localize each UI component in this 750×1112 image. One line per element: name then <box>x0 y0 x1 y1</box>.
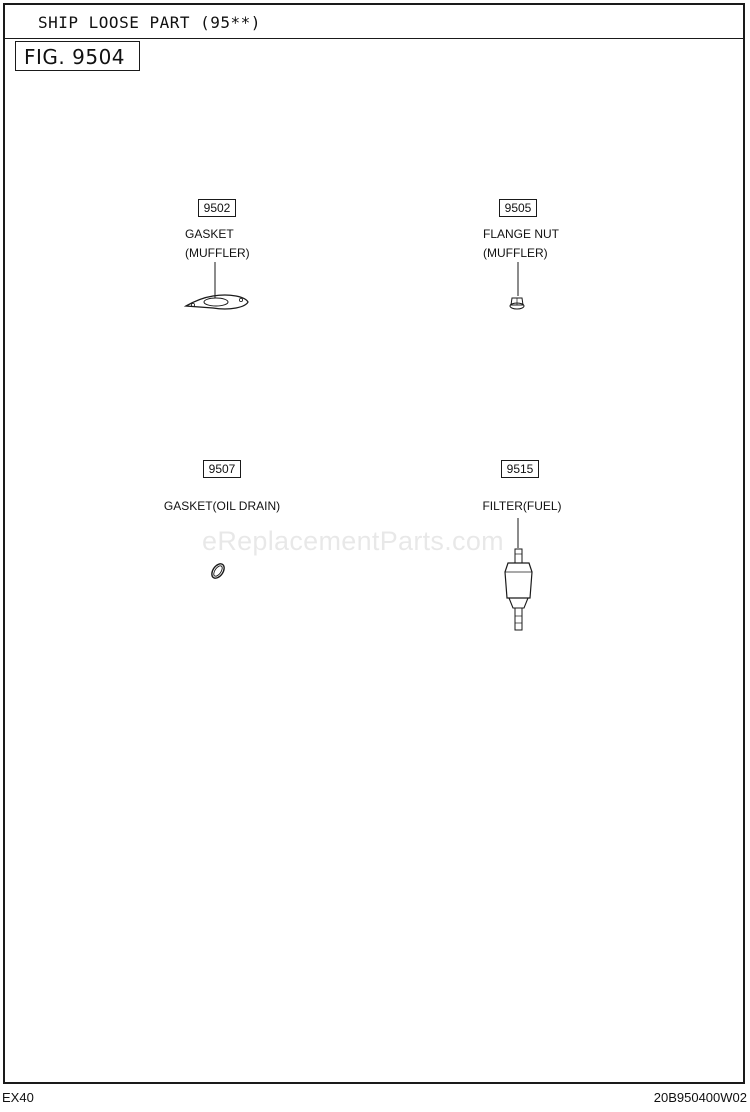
part-number: 9507 <box>203 460 242 478</box>
fuel-filter-icon <box>505 549 532 630</box>
flange-nut-icon <box>510 298 524 309</box>
oil-drain-gasket-icon <box>209 562 226 581</box>
page-title: SHIP LOOSE PART (95**) <box>38 13 261 32</box>
part-description-9505 <box>465 225 585 263</box>
part-description-9502 <box>167 225 277 263</box>
watermark: eReplacementParts.com <box>202 526 504 556</box>
part-callout-9507 <box>177 458 267 478</box>
footer-model: EX40 <box>2 1090 34 1105</box>
part-number: 9515 <box>501 460 540 478</box>
part-number: 9505 <box>499 199 538 217</box>
part-callout-9502 <box>172 197 262 217</box>
part-desc-line1: FILTER(FUEL) <box>482 499 562 513</box>
figure-label: FIG. 9504 <box>24 45 126 69</box>
part-number: 9502 <box>198 199 237 217</box>
part-desc-line2: (MUFFLER) <box>483 246 548 260</box>
part-desc-line2: (MUFFLER) <box>185 246 250 260</box>
footer-doc-code: 20B950400W02 <box>653 1090 747 1105</box>
part-callout-9505 <box>473 197 563 217</box>
gasket-muffler-icon <box>186 295 248 309</box>
part-desc-line1: GASKET <box>185 227 234 241</box>
part-desc-line1: GASKET(OIL DRAIN) <box>163 499 281 513</box>
part-desc-line1: FLANGE NUT <box>483 227 560 241</box>
part-callout-9515 <box>475 458 565 478</box>
part-description-9515 <box>462 497 582 516</box>
part-description-9507 <box>147 497 297 516</box>
